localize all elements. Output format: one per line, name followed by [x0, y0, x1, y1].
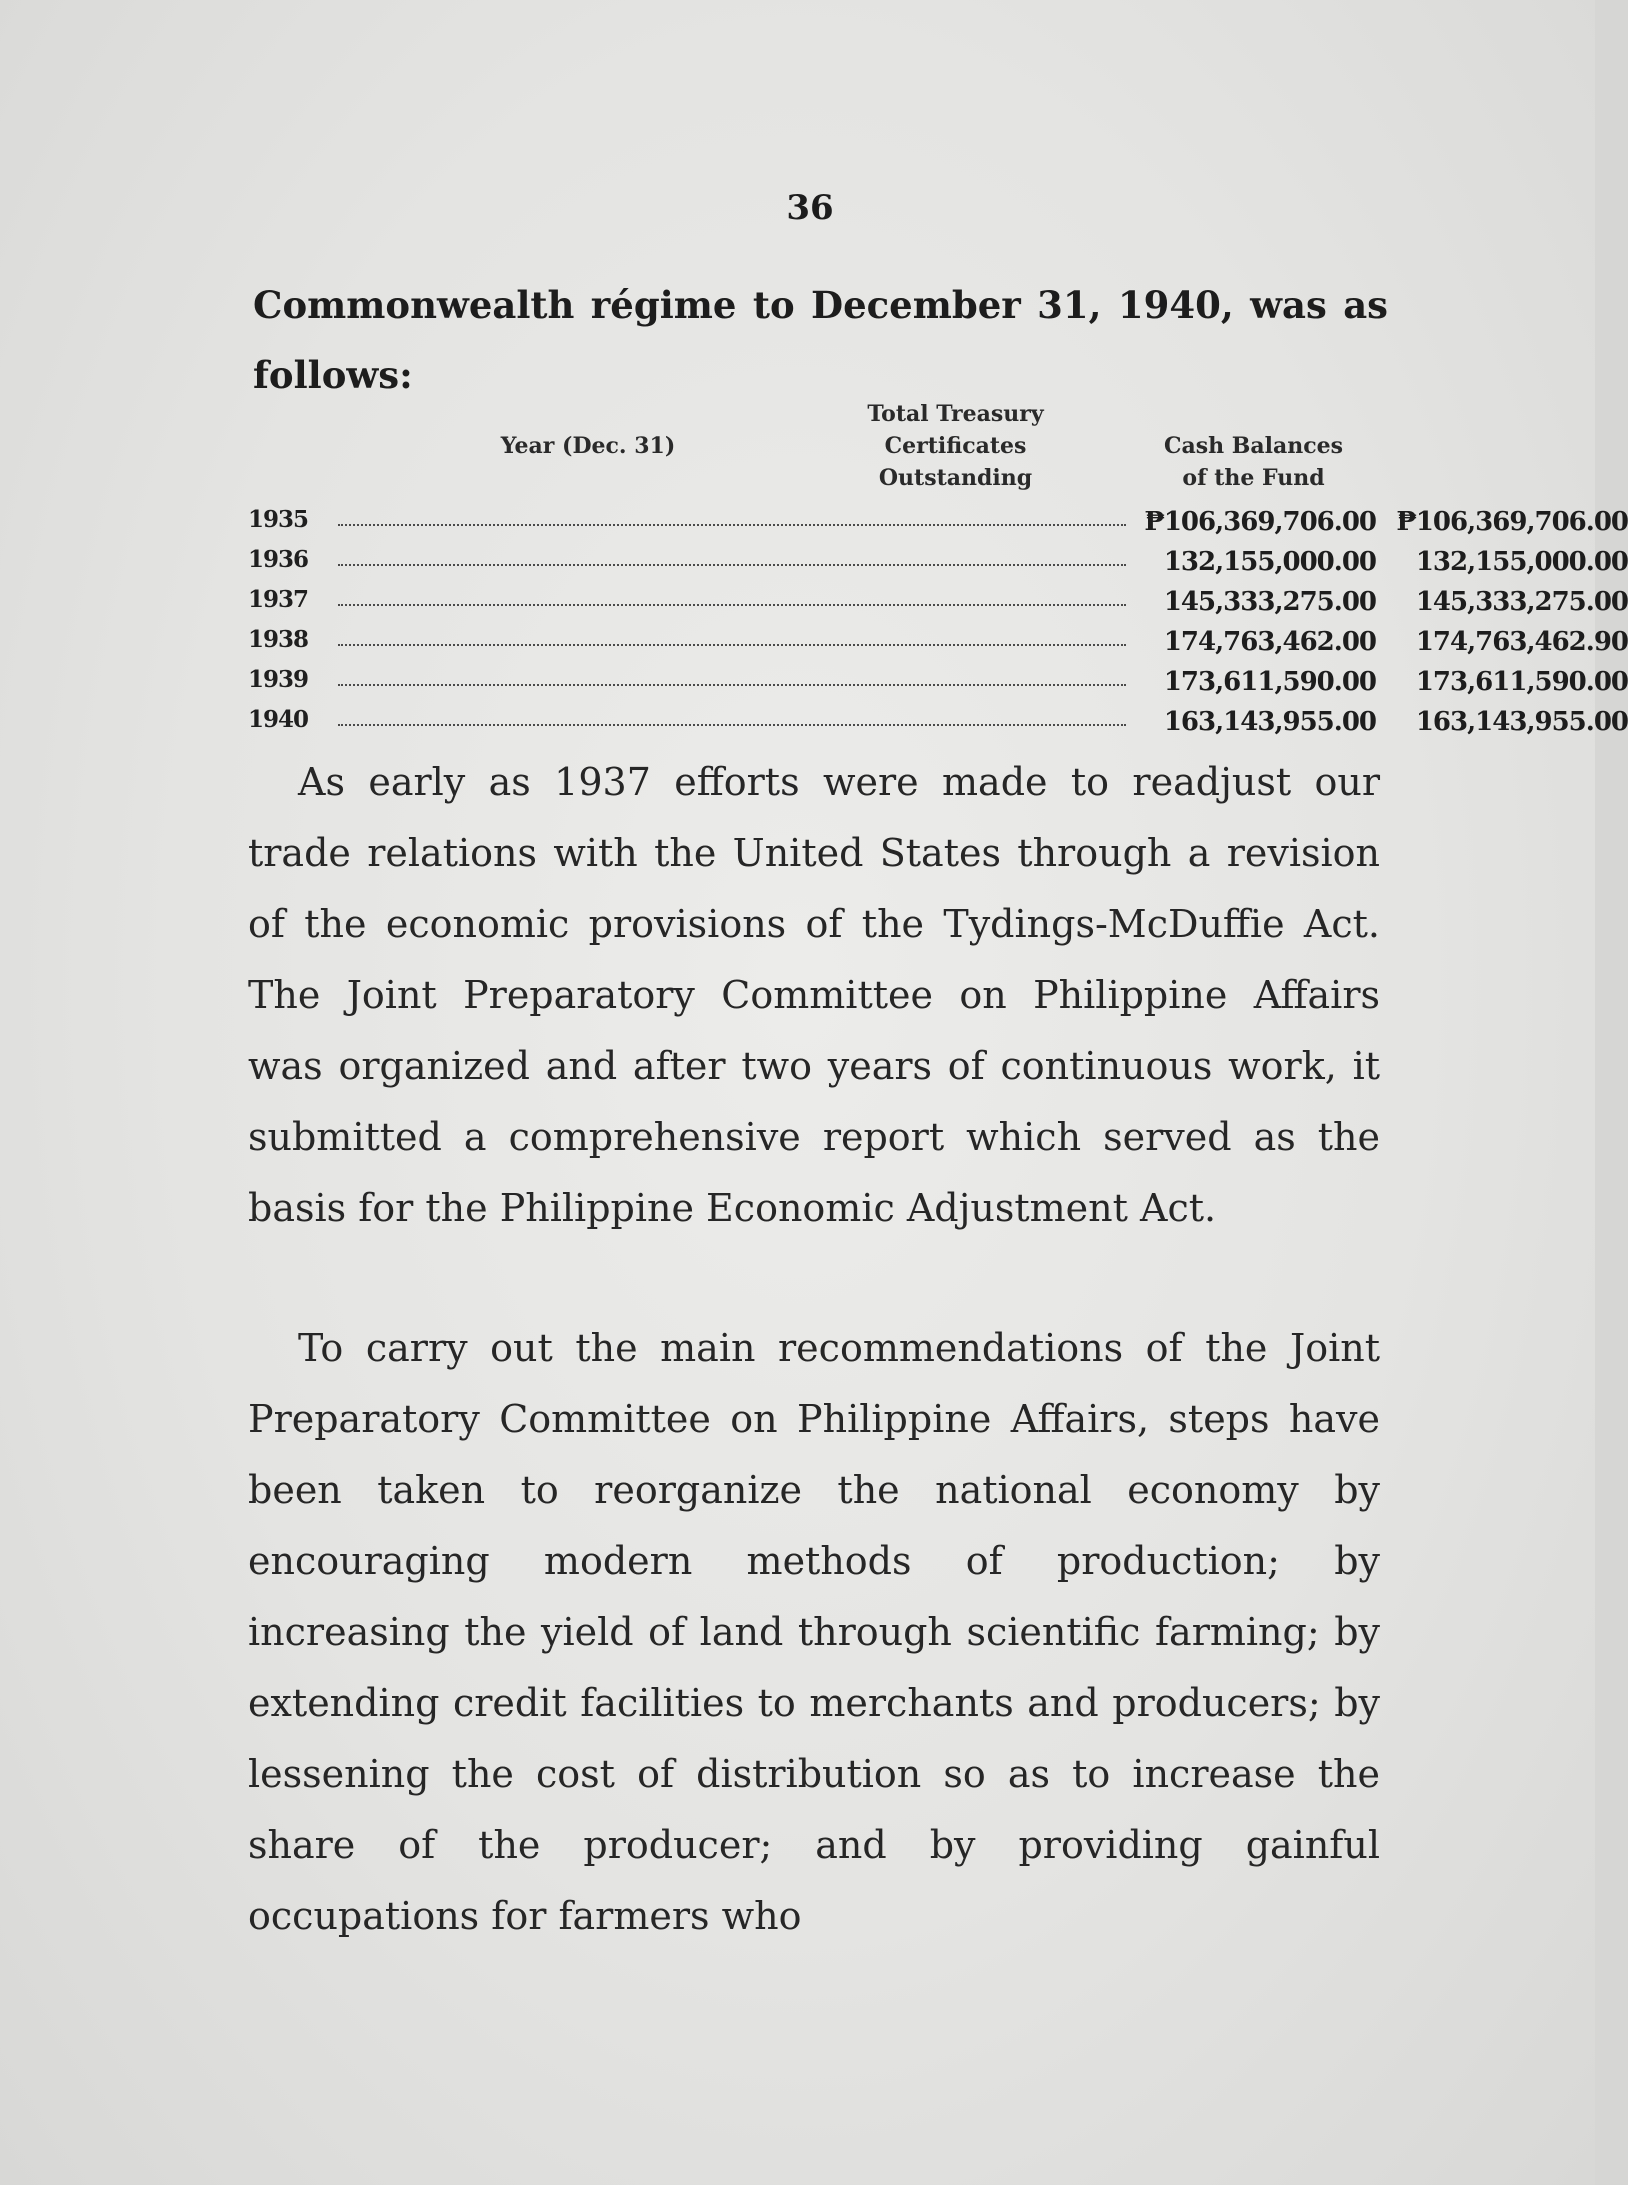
page-number: 36 — [786, 188, 834, 228]
body-paragraph: As early as 1937 efforts were made to readjust our trade relations with the United States through a revision of the economic provisions of the Tydings-McDuffie Act. The Joint Preparatory Committee on Philippine Affairs was organized and after two years of continuous work, it submitted a comprehensive report which served as the basis for the Philippine Economic Adjustment Act. — [248, 760, 1380, 1230]
header-certificates — [848, 398, 1063, 494]
row-cash: ₱106,369,706.00 — [1396, 507, 1628, 537]
table-row — [248, 580, 1628, 620]
row-certificates: 145,333,275.00 — [1163, 587, 1376, 617]
row-year: 1940 — [248, 706, 309, 733]
header-cash-line2: of the Fund — [1182, 465, 1325, 491]
dot-leader — [338, 524, 1126, 526]
header-certificates-line2: Certificates — [884, 433, 1027, 459]
dot-leader — [338, 604, 1126, 606]
row-certificates: 163,143,955.00 — [1163, 707, 1376, 737]
body-paragraph: To carry out the main recommendations of the Joint Preparatory Committee on Philippine Affairs, steps have been taken to reorganize the national economy by encouraging modern methods of production; by increasing the yield of land through scientific farming; by extending credit facilities to merchants and producers; by lessening the cost of distribution so as to increase the share of the producer; and by providing gainful occupations for farmers who — [248, 1326, 1380, 1938]
row-cash: 145,333,275.00 — [1415, 587, 1628, 617]
dot-leader — [338, 564, 1126, 566]
header-year: Year (Dec. 31) — [500, 433, 676, 459]
header-certificates-line3: Outstanding — [878, 465, 1033, 491]
row-year: 1938 — [248, 626, 309, 653]
header-certificates-line1: Total Treasury — [867, 401, 1044, 427]
row-year: 1937 — [248, 586, 309, 613]
row-year: 1936 — [248, 546, 309, 573]
table-row — [248, 700, 1628, 740]
dot-leader — [338, 724, 1126, 726]
row-cash: 174,763,462.90 — [1415, 627, 1628, 657]
row-cash: 173,611,590.00 — [1415, 667, 1628, 697]
row-year: 1939 — [248, 666, 309, 693]
row-certificates: 174,763,462.00 — [1163, 627, 1376, 657]
lead-sentence: Commonwealth régime to December 31, 1940, was as follows: — [253, 283, 1388, 397]
row-cash: 132,155,000.00 — [1415, 547, 1628, 577]
header-cash-balances — [1141, 430, 1366, 494]
row-year: 1935 — [248, 506, 309, 533]
table-row — [248, 540, 1628, 580]
table-row — [248, 620, 1628, 660]
treasury-certificates-table — [248, 400, 1628, 745]
row-cash: 163,143,955.00 — [1415, 707, 1628, 737]
row-certificates: 173,611,590.00 — [1163, 667, 1376, 697]
header-cash-line1: Cash Balances — [1163, 433, 1344, 459]
table-row — [248, 500, 1628, 540]
dot-leader — [338, 684, 1126, 686]
row-certificates: ₱106,369,706.00 — [1144, 507, 1376, 537]
table-row — [248, 660, 1628, 700]
row-certificates: 132,155,000.00 — [1163, 547, 1376, 577]
dot-leader — [338, 644, 1126, 646]
